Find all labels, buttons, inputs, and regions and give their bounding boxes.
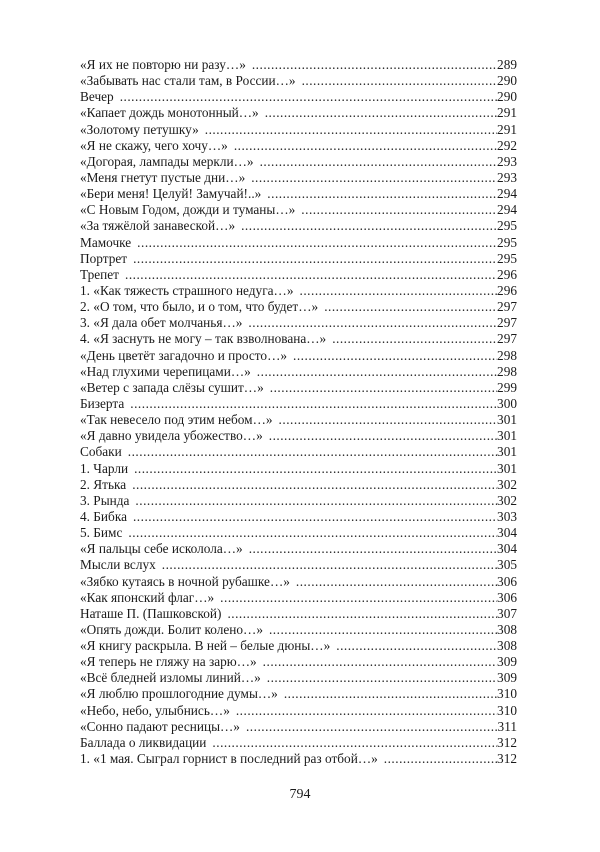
toc-entry-page: 299 xyxy=(497,379,517,395)
toc-entry xyxy=(80,654,517,670)
toc-entry-page: 297 xyxy=(497,331,517,347)
toc-entry xyxy=(80,267,517,283)
toc-entry xyxy=(80,751,517,767)
toc-entry xyxy=(80,557,517,573)
dot-leader xyxy=(137,235,497,251)
toc-entry-title: «Бери меня! Целуй! Замучай!..» xyxy=(80,186,262,202)
toc-entry-page: 300 xyxy=(497,395,517,411)
dot-leader xyxy=(128,444,497,460)
toc-entry-page: 290 xyxy=(497,89,517,105)
toc-entry-page: 289 xyxy=(497,57,517,72)
toc-entry-page: 294 xyxy=(497,186,517,202)
dot-leader xyxy=(241,218,497,234)
toc-entry-title: Баллада о ликвидации xyxy=(80,734,207,750)
toc-entry-title: Трепет xyxy=(80,266,119,282)
page-number: 794 xyxy=(289,787,311,802)
toc-entry xyxy=(80,364,517,380)
toc-entry xyxy=(80,412,517,428)
toc-entry-page: 293 xyxy=(497,153,517,169)
dot-leader xyxy=(135,493,497,509)
dot-leader xyxy=(130,396,497,412)
toc-entry-page: 312 xyxy=(497,734,517,750)
dot-leader xyxy=(267,186,497,202)
toc-entry xyxy=(80,73,517,89)
toc-entry-page: 309 xyxy=(497,654,517,670)
dot-leader xyxy=(132,477,497,493)
toc-entry-title: «Меня гнетут пустые дни…» xyxy=(80,169,246,185)
toc-entry-title: «Я давно увидела убожество…» xyxy=(80,428,263,444)
toc-entry-page: 296 xyxy=(497,266,517,282)
toc-entry xyxy=(80,670,517,686)
toc-entry-title: «Я пальцы себе исколола…» xyxy=(80,541,243,557)
toc-entry-page: 312 xyxy=(497,751,517,767)
toc-entry xyxy=(80,331,517,347)
dot-leader xyxy=(263,654,497,670)
dot-leader xyxy=(260,154,497,170)
toc-entry-title: «Опять дожди. Болит колено…» xyxy=(80,621,263,637)
toc-entry-title: «Догорая, лампады меркли…» xyxy=(80,153,254,169)
toc-entry-title: «Золотому петушку» xyxy=(80,121,199,137)
toc-entry-title: «С Новым Годом, дожди и туманы…» xyxy=(80,202,296,218)
toc-entry xyxy=(80,299,517,315)
toc-entry xyxy=(80,686,517,702)
toc-entry-title: Мысли вслух xyxy=(80,557,156,573)
dot-leader xyxy=(125,267,497,283)
dot-leader xyxy=(267,670,497,686)
dot-leader xyxy=(133,509,497,525)
toc-entry xyxy=(80,235,517,251)
toc-entry-page: 302 xyxy=(497,492,517,508)
dot-leader xyxy=(246,719,498,735)
toc-entry-page: 294 xyxy=(497,202,517,218)
toc-entry-page: 304 xyxy=(497,541,517,557)
dot-leader xyxy=(236,703,497,719)
toc-entry xyxy=(80,122,517,138)
toc-entry xyxy=(80,138,517,154)
toc-entry xyxy=(80,283,517,299)
dot-leader xyxy=(336,638,497,654)
toc-entry-title: Портрет xyxy=(80,250,128,266)
toc-entry-page: 295 xyxy=(497,218,517,234)
toc-entry-title: 2. Ятька xyxy=(80,476,127,492)
toc-entry-page: 293 xyxy=(497,169,517,185)
toc-entry xyxy=(80,461,517,477)
dot-leader xyxy=(300,283,498,299)
dot-leader xyxy=(252,57,497,73)
table-of-contents xyxy=(80,57,517,767)
toc-entry-title: Собаки xyxy=(80,444,122,460)
toc-entry-title: «Как японский флаг…» xyxy=(80,589,215,605)
toc-entry-title: «Я теперь не гляжу на зарю…» xyxy=(80,654,257,670)
toc-entry-title: Бизерта xyxy=(80,395,125,411)
toc-entry-page: 307 xyxy=(497,605,517,621)
dot-leader xyxy=(269,428,497,444)
dot-leader xyxy=(248,315,497,331)
toc-entry xyxy=(80,186,517,202)
toc-entry xyxy=(80,428,517,444)
toc-entry-page: 296 xyxy=(497,282,517,298)
toc-entry-title: 2. «О том, что было, и о том, что будет…» xyxy=(80,299,319,315)
toc-entry-title: 5. Бимс xyxy=(80,525,123,541)
dot-leader xyxy=(270,380,497,396)
toc-entry-page: 290 xyxy=(497,73,517,89)
toc-entry-title: 1. «Как тяжесть страшного недуга…» xyxy=(80,282,294,298)
toc-entry-title: Мамочке xyxy=(80,234,132,250)
dot-leader xyxy=(249,541,497,557)
dot-leader xyxy=(234,138,497,154)
toc-entry-title: 3. Рында xyxy=(80,492,130,508)
toc-entry xyxy=(80,348,517,364)
toc-entry-title: «Так невесело под этим небом…» xyxy=(80,412,273,428)
dot-leader xyxy=(212,735,497,751)
dot-leader xyxy=(227,606,497,622)
dot-leader xyxy=(134,461,497,477)
toc-entry xyxy=(80,154,517,170)
toc-entry xyxy=(80,89,517,105)
toc-entry xyxy=(80,444,517,460)
toc-entry-title: «Ветер с запада слёзы сушит…» xyxy=(80,379,264,395)
toc-entry xyxy=(80,719,517,735)
toc-entry-title: 4. Бибка xyxy=(80,508,127,524)
toc-entry-page: 295 xyxy=(497,250,517,266)
dot-leader xyxy=(296,574,497,590)
toc-entry-title: «Я книгу раскрыла. В ней – белые дюны…» xyxy=(80,638,331,654)
toc-entry xyxy=(80,622,517,638)
dot-leader xyxy=(324,299,497,315)
toc-entry xyxy=(80,218,517,234)
toc-entry-page: 305 xyxy=(497,557,517,573)
toc-entry xyxy=(80,493,517,509)
toc-entry xyxy=(80,315,517,331)
dot-leader xyxy=(257,364,497,380)
toc-entry-page: 310 xyxy=(497,702,517,718)
dot-leader xyxy=(265,105,497,121)
toc-entry xyxy=(80,525,517,541)
toc-entry-page: 301 xyxy=(497,428,517,444)
toc-entry-title: «Небо, небо, улыбнись…» xyxy=(80,702,230,718)
toc-entry-page: 298 xyxy=(497,363,517,379)
toc-entry-title: «Забывать нас стали там, в России…» xyxy=(80,73,296,89)
dot-leader xyxy=(128,525,497,541)
toc-entry-page: 292 xyxy=(497,137,517,153)
toc-entry-page: 301 xyxy=(497,412,517,428)
toc-entry-page: 291 xyxy=(497,105,517,121)
toc-entry-title: 4. «Я заснуть не могу – так взволнована…» xyxy=(80,331,327,347)
toc-entry-title: «Над глухими черепицами…» xyxy=(80,363,251,379)
toc-entry-title: «День цветёт загадочно и просто…» xyxy=(80,347,288,363)
toc-entry xyxy=(80,477,517,493)
dot-leader xyxy=(251,170,497,186)
toc-entry-title: «Сонно падают ресницы…» xyxy=(80,718,240,734)
toc-entry-page: 306 xyxy=(497,573,517,589)
toc-entry xyxy=(80,606,517,622)
dot-leader xyxy=(301,202,497,218)
toc-entry-page: 309 xyxy=(497,670,517,686)
toc-entry-page: 295 xyxy=(497,234,517,250)
toc-entry-page: 306 xyxy=(497,589,517,605)
toc-entry-title: «Я люблю прошлогодние думы…» xyxy=(80,686,278,702)
dot-leader xyxy=(279,412,498,428)
toc-entry-page: 308 xyxy=(497,621,517,637)
toc-entry-page: 301 xyxy=(497,444,517,460)
dot-leader xyxy=(120,89,497,105)
toc-entry-page: 311 xyxy=(497,718,517,734)
dot-leader xyxy=(133,251,497,267)
toc-entry xyxy=(80,251,517,267)
toc-entry-page: 304 xyxy=(497,525,517,541)
dot-leader xyxy=(384,751,497,767)
toc-entry-page: 298 xyxy=(497,347,517,363)
toc-entry xyxy=(80,380,517,396)
toc-entry xyxy=(80,638,517,654)
toc-entry xyxy=(80,735,517,751)
toc-entry-title: 3. «Я дала обет молчанья…» xyxy=(80,315,243,331)
toc-entry xyxy=(80,105,517,121)
toc-entry-page: 303 xyxy=(497,508,517,524)
toc-entry-title: 1. Чарли xyxy=(80,460,129,476)
dot-leader xyxy=(205,122,497,138)
toc-entry-page: 297 xyxy=(497,299,517,315)
toc-entry-title: Вечер xyxy=(80,89,114,105)
toc-entry-title: Наташе П. (Пашковской) xyxy=(80,605,222,621)
toc-entry-title: «За тяжёлой занавеской…» xyxy=(80,218,236,234)
toc-entry xyxy=(80,170,517,186)
dot-leader xyxy=(332,331,497,347)
dot-leader xyxy=(162,557,497,573)
dot-leader xyxy=(220,590,497,606)
dot-leader xyxy=(284,686,497,702)
toc-entry-title: «Зябко кутаясь в ночной рубашке…» xyxy=(80,573,290,589)
toc-entry xyxy=(80,703,517,719)
toc-entry-page: 301 xyxy=(497,460,517,476)
toc-entry-title: «Я не скажу, чего хочу…» xyxy=(80,137,228,153)
toc-entry xyxy=(80,574,517,590)
toc-entry-page: 302 xyxy=(497,476,517,492)
toc-entry xyxy=(80,509,517,525)
toc-entry xyxy=(80,590,517,606)
toc-entry-page: 310 xyxy=(497,686,517,702)
toc-entry-page: 297 xyxy=(497,315,517,331)
toc-entry xyxy=(80,202,517,218)
dot-leader xyxy=(302,73,497,89)
toc-entry-title: «Я их не повторю ни разу…» xyxy=(80,57,246,72)
toc-entry-title: «Капает дождь монотонный…» xyxy=(80,105,259,121)
toc-entry-title: 1. «1 мая. Сыграл горнист в последний раз отбой…» xyxy=(80,751,378,767)
toc-entry xyxy=(80,396,517,412)
toc-entry xyxy=(80,541,517,557)
toc-entry xyxy=(80,57,517,73)
dot-leader xyxy=(269,622,497,638)
toc-entry-page: 291 xyxy=(497,121,517,137)
dot-leader xyxy=(293,348,497,364)
toc-entry-title: «Всё бледней изломы линий…» xyxy=(80,670,261,686)
toc-entry-page: 308 xyxy=(497,638,517,654)
